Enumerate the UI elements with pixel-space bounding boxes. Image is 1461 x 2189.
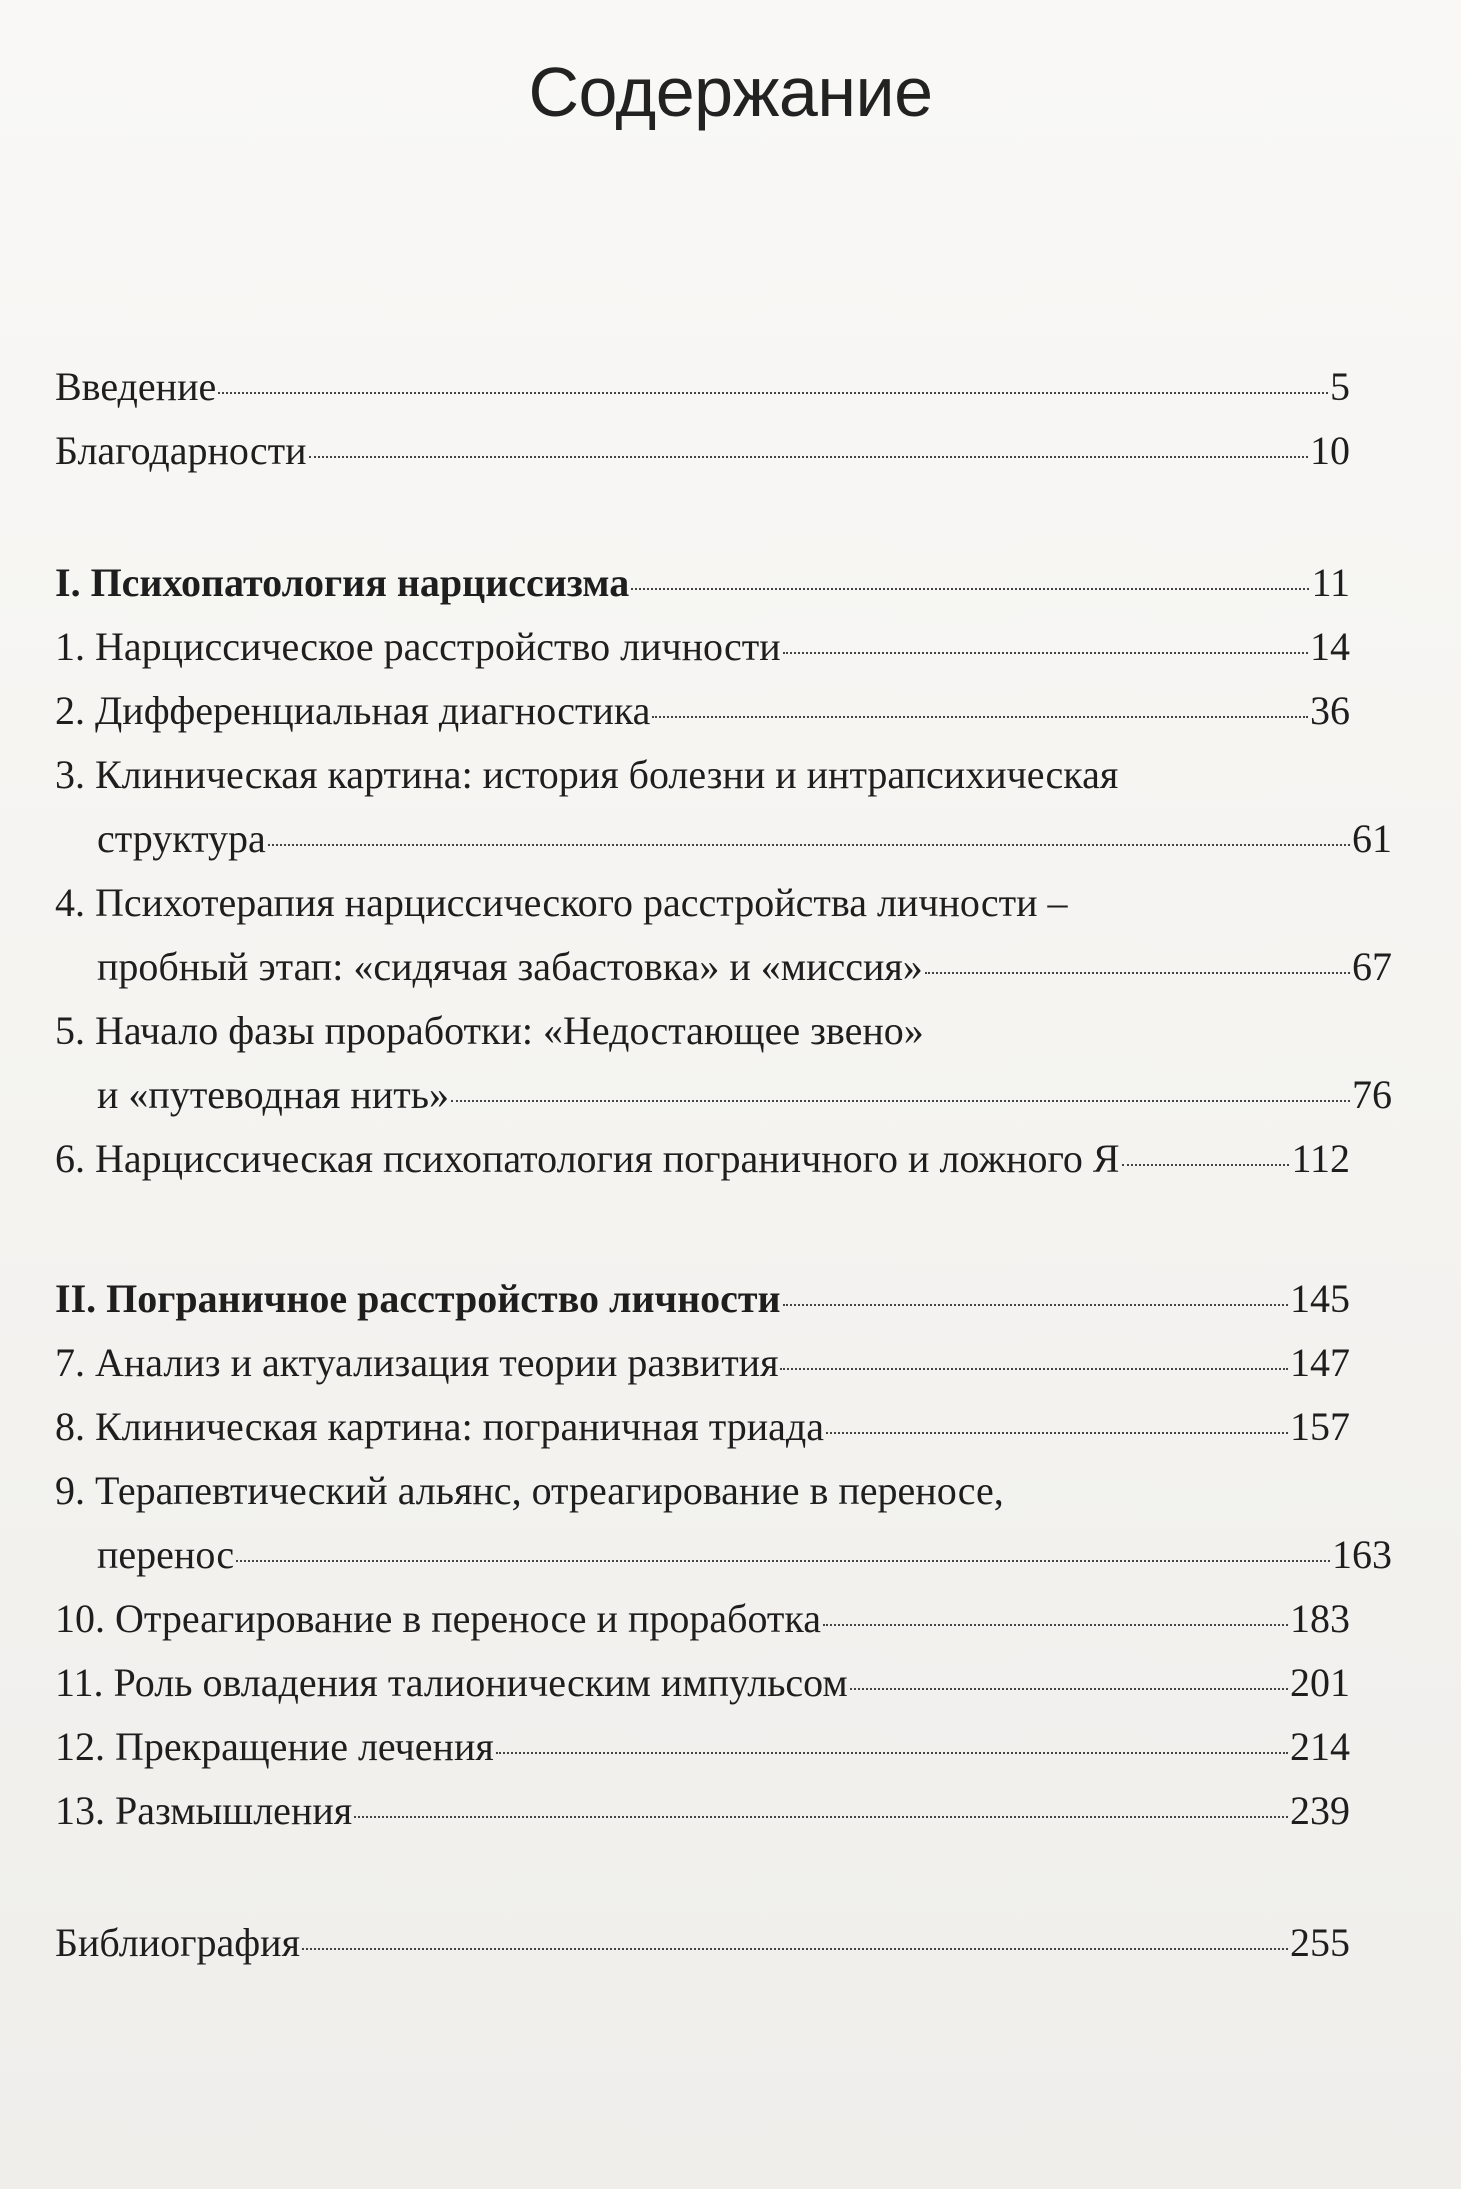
dot-leader bbox=[496, 1752, 1288, 1754]
toc-chapter-label: 8. Клиническая картина: пограничная триада bbox=[55, 1404, 824, 1449]
page-title: Содержание bbox=[528, 53, 933, 131]
toc-page-number: 11 bbox=[1311, 560, 1350, 605]
toc-page-number: 239 bbox=[1290, 1788, 1350, 1833]
toc-page-number: 67 bbox=[1352, 944, 1392, 989]
toc-chapter-label: 10. Отреагирование в переносе и проработка bbox=[55, 1596, 821, 1641]
toc-entry-label: Введение bbox=[55, 364, 217, 409]
toc-chapter-label-line-2: структура bbox=[97, 816, 266, 861]
table-of-contents bbox=[55, 355, 1392, 1975]
dot-leader bbox=[652, 716, 1308, 718]
toc-chapter-label-line-1: 9. Терапевтический альянс, отреагирование в переносе, bbox=[55, 1468, 1004, 1513]
toc-entry-intro[interactable] bbox=[55, 355, 1350, 419]
toc-page-number: 183 bbox=[1290, 1596, 1350, 1641]
toc-chapter-13[interactable] bbox=[55, 1779, 1350, 1843]
dot-leader bbox=[451, 1100, 1350, 1102]
toc-chapter-label-line-2: перенос bbox=[97, 1532, 235, 1577]
toc-part-label: II. Пограничное расстройство личности bbox=[55, 1276, 781, 1321]
dot-leader bbox=[302, 1948, 1288, 1950]
toc-entry-label: Библиография bbox=[55, 1920, 300, 1965]
toc-chapter-label-line-1: 3. Клиническая картина: история болезни и интрапсихическая bbox=[55, 752, 1119, 797]
toc-chapter-3[interactable] bbox=[55, 743, 1392, 871]
toc-page-number: 201 bbox=[1290, 1660, 1350, 1705]
toc-chapter-label-line-2: и «путеводная нить» bbox=[97, 1072, 449, 1117]
toc-chapter-8[interactable] bbox=[55, 1395, 1350, 1459]
toc-chapter-label: 7. Анализ и актуализация теории развития bbox=[55, 1340, 779, 1385]
dot-leader bbox=[780, 1368, 1288, 1370]
dot-leader bbox=[218, 392, 1328, 394]
toc-page-number: 255 bbox=[1290, 1920, 1350, 1965]
toc-entry-acknowledgements[interactable] bbox=[55, 419, 1350, 483]
toc-part-2[interactable] bbox=[55, 1267, 1350, 1331]
toc-chapter-label: 13. Размышления bbox=[55, 1788, 353, 1833]
toc-page-number: 14 bbox=[1310, 624, 1350, 669]
toc-chapter-10[interactable] bbox=[55, 1587, 1350, 1651]
toc-page-number: 163 bbox=[1332, 1532, 1392, 1577]
toc-page-number: 112 bbox=[1291, 1136, 1350, 1181]
toc-entry-bibliography[interactable] bbox=[55, 1911, 1350, 1975]
toc-chapter-12[interactable] bbox=[55, 1715, 1350, 1779]
toc-chapter-label: 1. Нарциссическое расстройство личности bbox=[55, 624, 781, 669]
toc-chapter-7[interactable] bbox=[55, 1331, 1350, 1395]
toc-chapter-label-line-1: 5. Начало фазы проработки: «Недостающее звено» bbox=[55, 1008, 924, 1053]
dot-leader bbox=[783, 652, 1308, 654]
dot-leader bbox=[631, 588, 1309, 590]
dot-leader bbox=[925, 972, 1350, 974]
toc-chapter-11[interactable] bbox=[55, 1651, 1350, 1715]
toc-page-number: 10 bbox=[1310, 428, 1350, 473]
toc-chapter-label: 6. Нарциссическая психопатология пограничного и ложного Я bbox=[55, 1136, 1120, 1181]
toc-chapter-9[interactable] bbox=[55, 1459, 1392, 1587]
dot-leader bbox=[236, 1560, 1330, 1562]
dot-leader bbox=[850, 1688, 1288, 1690]
dot-leader bbox=[354, 1816, 1288, 1818]
toc-page-number: 214 bbox=[1290, 1724, 1350, 1769]
toc-chapter-label-line-2: пробный этап: «сидячая забастовка» и «миссия» bbox=[97, 944, 923, 989]
toc-page-number: 145 bbox=[1290, 1276, 1350, 1321]
toc-page-number: 36 bbox=[1310, 688, 1350, 733]
dot-leader bbox=[823, 1624, 1288, 1626]
toc-chapter-1[interactable] bbox=[55, 615, 1350, 679]
toc-chapter-label: 12. Прекращение лечения bbox=[55, 1724, 494, 1769]
toc-chapter-label: 11. Роль овладения талионическим импульсом bbox=[55, 1660, 848, 1705]
toc-part-label: I. Психопатология нарциссизма bbox=[55, 560, 630, 605]
dot-leader bbox=[268, 844, 1350, 846]
toc-chapter-6[interactable] bbox=[55, 1127, 1350, 1191]
toc-page-number: 147 bbox=[1290, 1340, 1350, 1385]
dot-leader bbox=[309, 456, 1308, 458]
toc-chapter-label: 2. Дифференциальная диагностика bbox=[55, 688, 651, 733]
dot-leader bbox=[826, 1432, 1288, 1434]
toc-page-number: 61 bbox=[1352, 816, 1392, 861]
toc-page-number: 5 bbox=[1330, 364, 1350, 409]
toc-page-number: 157 bbox=[1290, 1404, 1350, 1449]
toc-part-1[interactable] bbox=[55, 551, 1350, 615]
toc-chapter-5[interactable] bbox=[55, 999, 1392, 1127]
toc-chapter-label-line-1: 4. Психотерапия нарциссического расстройства личности – bbox=[55, 880, 1068, 925]
toc-page-number: 76 bbox=[1352, 1072, 1392, 1117]
toc-chapter-4[interactable] bbox=[55, 871, 1392, 999]
dot-leader bbox=[783, 1304, 1288, 1306]
dot-leader bbox=[1122, 1164, 1290, 1166]
toc-entry-label: Благодарности bbox=[55, 428, 307, 473]
toc-chapter-2[interactable] bbox=[55, 679, 1350, 743]
